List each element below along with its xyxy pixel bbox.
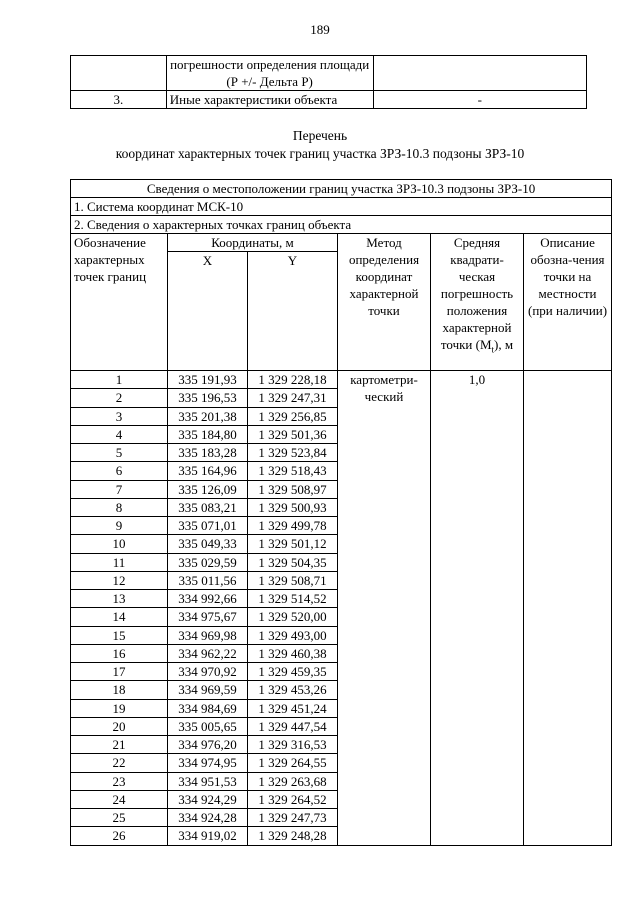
coord-y: 1 329 256,85 — [248, 407, 338, 425]
point-number: 19 — [71, 699, 168, 717]
table-cell: - — [373, 91, 587, 109]
point-number: 5 — [71, 444, 168, 462]
coord-x: 334 984,69 — [168, 699, 248, 717]
coord-y: 1 329 520,00 — [248, 608, 338, 626]
coord-x: 334 974,95 — [168, 754, 248, 772]
point-number: 21 — [71, 736, 168, 754]
coord-x: 334 969,59 — [168, 681, 248, 699]
coord-y: 1 329 508,71 — [248, 571, 338, 589]
table-row — [71, 56, 587, 91]
point-number: 13 — [71, 590, 168, 608]
page-number: 189 — [310, 22, 330, 37]
point-number: 26 — [71, 827, 168, 845]
coord-y: 1 329 459,35 — [248, 663, 338, 681]
header-accuracy-sub: t — [491, 344, 495, 355]
table-cell — [71, 56, 167, 91]
point-number: 4 — [71, 425, 168, 443]
header-coords: Координаты, м — [168, 234, 338, 252]
heading-line-2: координат характерных точек границ участка ЗРЗ-10.3 подзоны ЗРЗ-10 — [115, 146, 525, 161]
point-number: 23 — [71, 772, 168, 790]
coord-x: 335 191,93 — [168, 371, 248, 389]
section-row — [71, 216, 612, 234]
table-title: Сведения о местоположении границ участка ЗРЗ-10.3 подзоны ЗРЗ-10 — [71, 180, 612, 198]
heading-line-1: Перечень — [292, 128, 348, 143]
table-cell — [373, 56, 587, 91]
coord-y: 1 329 264,52 — [248, 790, 338, 808]
table-title-row — [71, 180, 612, 198]
coord-y: 1 329 493,00 — [248, 626, 338, 644]
coord-y: 1 329 460,38 — [248, 644, 338, 662]
description-cell — [524, 371, 612, 846]
coord-y: 1 329 500,93 — [248, 498, 338, 516]
point-number: 1 — [71, 371, 168, 389]
coord-y: 1 329 248,28 — [248, 827, 338, 845]
table-cell: Иные характеристики объекта — [166, 91, 373, 109]
coordinate-system-row — [71, 198, 612, 216]
coord-x: 334 969,98 — [168, 626, 248, 644]
point-number: 11 — [71, 553, 168, 571]
point-number: 6 — [71, 462, 168, 480]
coord-x: 334 962,22 — [168, 644, 248, 662]
point-number: 18 — [71, 681, 168, 699]
point-number: 2 — [71, 389, 168, 407]
coord-x: 335 196,53 — [168, 389, 248, 407]
coordinates-table — [70, 179, 612, 846]
coord-y: 1 329 247,31 — [248, 389, 338, 407]
section-heading — [0, 127, 640, 163]
point-number: 8 — [71, 498, 168, 516]
header-y: Y — [248, 252, 338, 371]
coord-y: 1 329 504,35 — [248, 553, 338, 571]
coord-x: 335 029,59 — [168, 553, 248, 571]
accuracy-cell: 1,0 — [431, 371, 524, 846]
coord-y: 1 329 508,97 — [248, 480, 338, 498]
coord-x: 335 183,28 — [168, 444, 248, 462]
coord-x: 335 005,65 — [168, 717, 248, 735]
method-cell: картометри-ческий — [338, 371, 431, 846]
point-number: 10 — [71, 535, 168, 553]
section-title: 2. Сведения о характерных точках границ объекта — [71, 216, 612, 234]
coord-y: 1 329 451,24 — [248, 699, 338, 717]
coord-x: 335 083,21 — [168, 498, 248, 516]
table-cell: 3. — [71, 91, 167, 109]
header-x: X — [168, 252, 248, 371]
coord-y: 1 329 518,43 — [248, 462, 338, 480]
coord-y: 1 329 501,36 — [248, 425, 338, 443]
point-number: 12 — [71, 571, 168, 589]
characteristics-table — [70, 55, 587, 109]
coord-x: 334 975,67 — [168, 608, 248, 626]
coord-x: 335 184,80 — [168, 425, 248, 443]
coord-x: 334 919,02 — [168, 827, 248, 845]
point-number: 25 — [71, 809, 168, 827]
table-cell: погрешности определения площади (Р +/- Дельта Р) — [166, 56, 373, 91]
header-accuracy — [431, 234, 524, 371]
coord-x: 334 924,29 — [168, 790, 248, 808]
header-designation: Обозначение характерных точек границ — [71, 234, 168, 371]
coord-x: 335 126,09 — [168, 480, 248, 498]
point-number: 9 — [71, 517, 168, 535]
point-number: 22 — [71, 754, 168, 772]
point-number: 17 — [71, 663, 168, 681]
coord-x: 335 071,01 — [168, 517, 248, 535]
header-accuracy-unit: ), м — [494, 337, 514, 352]
header-description: Описание обозна-чения точки на местности (при наличии) — [524, 234, 612, 371]
point-number: 7 — [71, 480, 168, 498]
coord-x: 334 970,92 — [168, 663, 248, 681]
coord-y: 1 329 228,18 — [248, 371, 338, 389]
point-number: 15 — [71, 626, 168, 644]
table-row — [71, 371, 612, 389]
point-number: 3 — [71, 407, 168, 425]
coord-y: 1 329 247,73 — [248, 809, 338, 827]
coord-y: 1 329 501,12 — [248, 535, 338, 553]
coord-y: 1 329 453,26 — [248, 681, 338, 699]
header-accuracy-text: Средняя квадрати-ческая погрешность положения характерной точки (M — [440, 235, 514, 352]
coord-y: 1 329 499,78 — [248, 517, 338, 535]
point-number: 24 — [71, 790, 168, 808]
coord-x: 335 201,38 — [168, 407, 248, 425]
coord-x: 335 049,33 — [168, 535, 248, 553]
coord-y: 1 329 264,55 — [248, 754, 338, 772]
coord-x: 334 924,28 — [168, 809, 248, 827]
coord-y: 1 329 447,54 — [248, 717, 338, 735]
coord-x: 334 976,20 — [168, 736, 248, 754]
coord-x: 335 164,96 — [168, 462, 248, 480]
coord-x: 335 011,56 — [168, 571, 248, 589]
header-row-1 — [71, 234, 612, 252]
table-row — [71, 91, 587, 109]
point-number: 16 — [71, 644, 168, 662]
coord-y: 1 329 263,68 — [248, 772, 338, 790]
coord-x: 334 992,66 — [168, 590, 248, 608]
coord-y: 1 329 316,53 — [248, 736, 338, 754]
coord-x: 334 951,53 — [168, 772, 248, 790]
coord-y: 1 329 514,52 — [248, 590, 338, 608]
header-method: Метод определения координат характерной точки — [338, 234, 431, 371]
point-number: 20 — [71, 717, 168, 735]
coordinate-system: 1. Система координат МСК-10 — [71, 198, 612, 216]
coord-y: 1 329 523,84 — [248, 444, 338, 462]
point-number: 14 — [71, 608, 168, 626]
